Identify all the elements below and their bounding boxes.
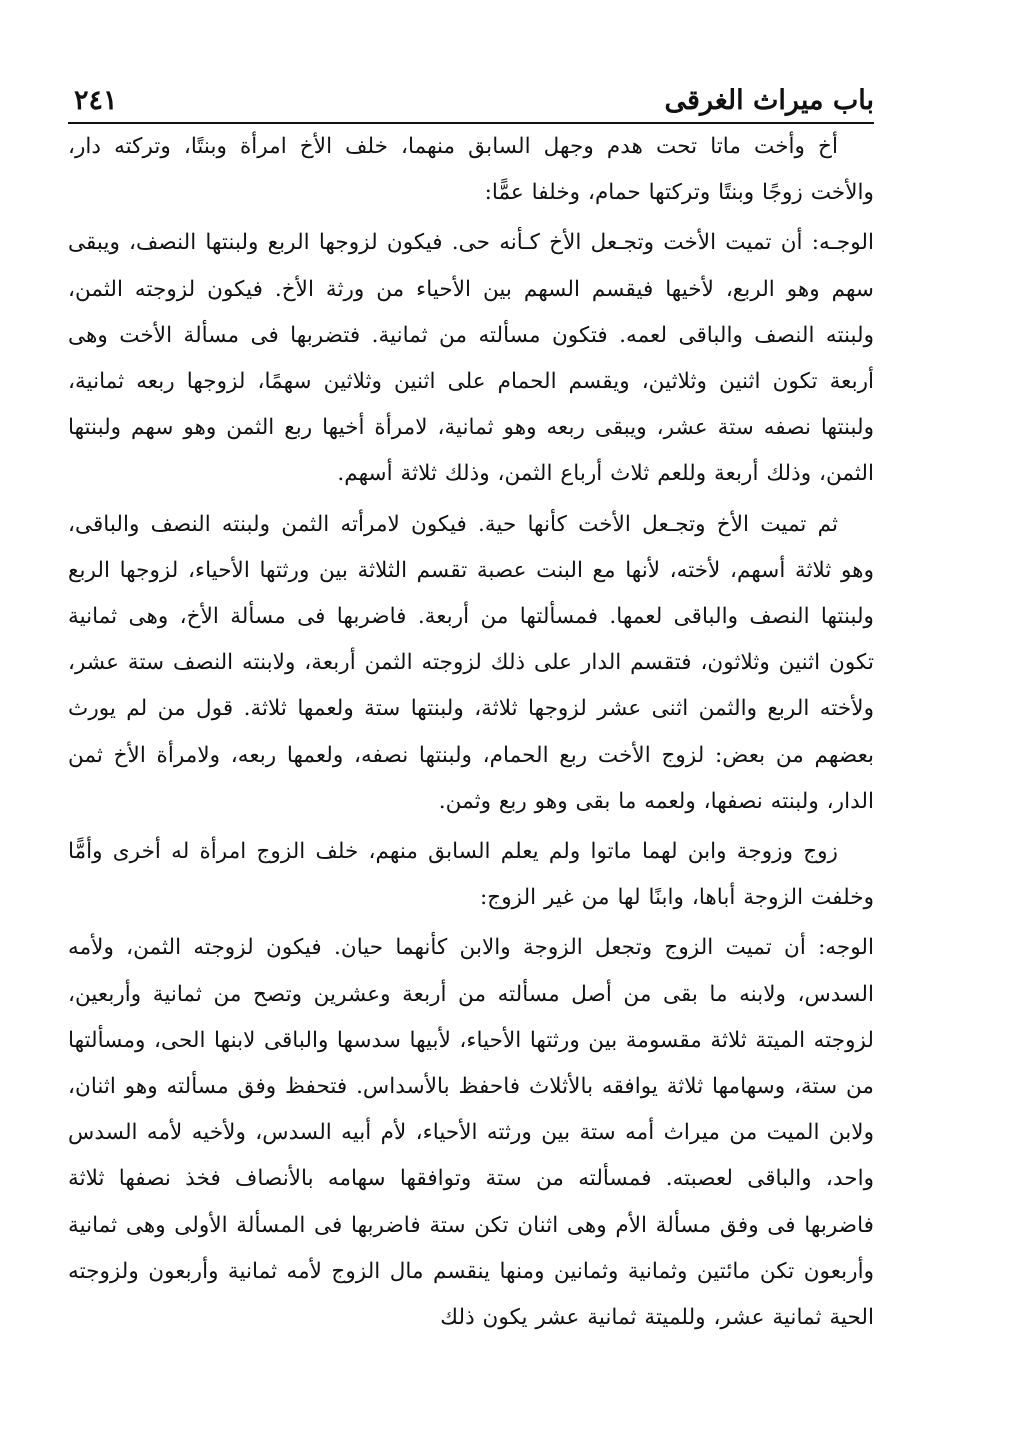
paragraph-method-husband-first: الوجه: أن تميت الزوج وتجعل الزوجة والابن كأنهما حيان. فيكون لزوجته الثمن، ولأمه السدس، ولابنه ما بقى من أصل مسألته من أربعة وعشرين وتصح من ثمانية وأربعين، لزوجته الميتة ثلاثة مقسومة بين ورثتها الأحياء، لأبيها سدسها والباقى لابنها الحى، ومسألتها من ستة، وسهامها ثلاثة يوافقه بالأثلاث فاحفظ بالأسداس. فتحفظ وفق مسألته وهو اثنان، ولابن الميت من ميراث أمه ستة بين ورثته الأحياء، لأم أبيه السدس، ولأخيه لأمه السدس واحد، والباقى لعصبته. فمسألته من ستة وتوافقها سهامه بالأنصاف فخذ نصفها ثلاثة فاضربها فى وفق مسألة الأم وهى اثنان تكن ستة فاضربها فى المسألة الأولى وهى ثمانية وأربعون تكن مائتين وثمانية وثمانين ومنها ينقسم مال الزوج لأمه ثمانية وأربعون ولزوجته الحية ثمانية عشر، وللميتة ثمانية عشر يكون ذلك <box>68 935 874 1331</box>
book-page <box>68 78 874 1408</box>
body-text <box>68 124 874 1341</box>
paragraph-method-brother-first: ثم تميت الأخ وتجـعل الأخت كأنها حية. فيكون لامرأته الثمن ولبنته النصف والباقى، وهو ثلاثة أسهم، لأخته، لأنها مع البنت عصبة تقسم الثلاثة بين ورثتها الأحياء، لزوجها الربع ولبنتها النصف والباقى لعمها. فمسألتها من أربعة. فاضربها فى مسألة الأخ، وهى ثمانية تكون اثنين وثلاثون، فتقسم الدار على ذلك لزوجته الثمن أربعة، ولابنته النصف ستة عشر، ولأخته الربع والثمن اثنى عشر لزوجها ثلاثة، ولبنتها ستة ولعمها ثلاثة. قول من لم يورث بعضهم من بعض: لزوج الأخت ربع الحمام، ولبنتها نصفه، ولعمها ربعه، ولامرأة الأخ ثمن الدار، ولبنته نصفها، ولعمه ما بقى وهو ربع وثمن. <box>68 511 874 814</box>
paragraph-method-sister-first: الوجـه: أن تميت الأخت وتجـعل الأخ كـأنه حى. فيكون لزوجها الربع ولبنتها النصف، ويبقى سهم وهو الربع، لأخيها فيقسم السهم بين الأحياء من ورثة الأخ. فيكون لزوجته الثمن، ولبنته النصف والباقى لعمه. فتكون مسألته من ثمانية. فتضربها فى مسألة الأخت وهى أربعة تكون اثنين وثلاثين، ويقسم الحمام على اثنين وثلاثين سهمًا، لزوجها ربعه ثمانية، ولبنتها نصفه ستة عشر، ويبقى ربعه وهو ثمانية، لامرأة أخيها ربع الثمن وهو سهم ولبنتها الثمن، وذلك أربعة وللعم ثلاث أرباع الثمن، وذلك ثلاثة أسهم. <box>68 230 874 487</box>
paragraph-case-husband-wife-son: زوج وزوجة وابن لهما ماتوا ولم يعلم السابق منهم، خلف الزوج امرأة له أخرى وأمًّا وخلفت الزوجة أباها، وابنًا لها من غير الزوج: <box>68 839 874 911</box>
paragraph-case-brother-sister: أخ وأخت ماتا تحت هدم وجهل السابق منهما، خلف الأخ امرأة وبنتًا، وتركته دار، والأخت زوجًا وبنتًا وتركتها حمام، وخلفا عمًّا: <box>68 134 874 206</box>
page-number: ٢٤١ <box>74 85 118 116</box>
chapter-title: باب ميراث الغرقى <box>664 85 874 116</box>
running-header <box>68 78 874 124</box>
